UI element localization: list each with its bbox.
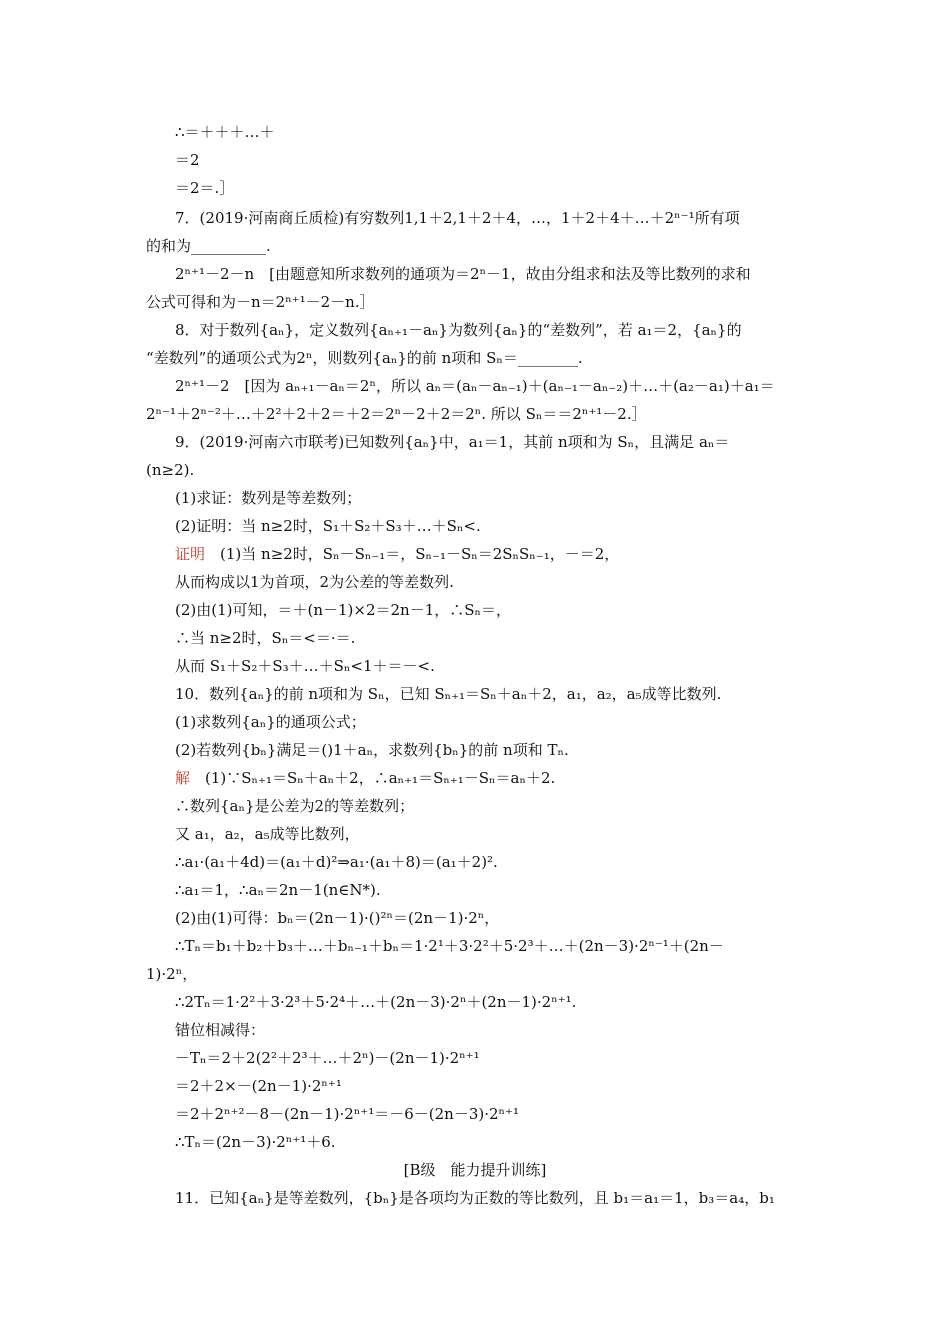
text-line — [175, 628, 355, 648]
line-text: ＝2＋2×－(2n－1)·2ⁿ⁺¹ — [175, 1077, 342, 1095]
text-line — [175, 432, 729, 452]
text-line — [175, 852, 498, 872]
line-text: 7．(2019·河南商丘质检)有穷数列1,1＋2,1＋2＋4，…，1＋2＋4＋…＋2ⁿ⁻¹所有项 — [175, 209, 740, 227]
text-line — [175, 992, 576, 1012]
line-text: 10．数列{aₙ}的前 n项和为 Sₙ，已知 Sₙ₊₁＝Sₙ＋aₙ＋2，a₁，a₂，a₅成等比数列. — [175, 685, 722, 703]
solution-label: 证明 — [175, 545, 206, 563]
line-text: ∴＝＋＋＋…＋ — [175, 123, 275, 141]
line-text: (2)证明：当 n≥2时，S₁＋S₂＋S₃＋…＋Sₙ<. — [175, 517, 481, 535]
line-text: ∴a₁·(a₁＋4d)＝(a₁＋d)²⇒a₁·(a₁＋8)＝(a₁＋2)². — [175, 853, 498, 871]
line-text: －Tₙ＝2＋2(2²＋2³＋…＋2ⁿ)－(2n－1)·2ⁿ⁺¹ — [175, 1049, 480, 1067]
line-text: 2ⁿ⁺¹－2－n [由题意知所求数列的通项为＝2ⁿ－1，故由分组求和法及等比数列的求和 — [175, 265, 751, 283]
text-line — [175, 740, 569, 760]
line-text: ∴a₁＝1，∴aₙ＝2n－1(n∈N*). — [175, 881, 381, 899]
text-line — [175, 1076, 342, 1096]
text-line — [146, 460, 194, 480]
line-text: (1)求数列{aₙ}的通项公式； — [175, 713, 366, 731]
text-line — [175, 320, 742, 340]
line-text: [B级 能力提升训练] — [403, 1161, 547, 1179]
solution-label: 解 — [175, 769, 191, 787]
line-text: ∴Tₙ＝b₁＋b₂＋b₃＋…＋bₙ₋₁＋bₙ＝1·2¹＋3·2²＋5·2³＋…＋(2n－3)·2ⁿ⁻¹＋(2n－ — [175, 937, 724, 955]
text-line — [175, 544, 619, 564]
text-line — [175, 516, 481, 536]
text-line — [175, 208, 740, 228]
line-text: 1)·2ⁿ， — [146, 965, 198, 983]
line-text: 8．对于数列{aₙ}，定义数列{aₙ₊₁－aₙ}为数列{aₙ}的“差数列”，若 a₁＝2，{aₙ}的 — [175, 321, 742, 339]
line-text: (2)由(1)可知，＝＋(n－1)×2＝2n－1，∴Sₙ＝， — [175, 601, 512, 619]
text-line — [175, 264, 751, 284]
text-line — [175, 684, 721, 704]
line-text: 错位相减得： — [175, 1021, 266, 1039]
line-text: ＝2＝.］ — [175, 179, 235, 197]
line-text: (2)由(1)可得：bₙ＝(2n－1)·()²ⁿ＝(2n－1)·2ⁿ， — [175, 909, 500, 927]
text-line — [175, 178, 234, 198]
line-text: 公式可得和为－n＝2ⁿ⁺¹－2－n.］ — [146, 293, 375, 311]
line-text: ∴数列{aₙ}是公差为2的等差数列； — [175, 797, 415, 815]
line-text: 的和为__________. — [146, 237, 271, 255]
line-text: (n≥2). — [146, 461, 195, 479]
text-line — [175, 488, 361, 508]
line-text: ∴当 n≥2时，Sₙ＝<＝·＝. — [175, 629, 356, 647]
text-line — [175, 1020, 265, 1040]
text-line — [175, 376, 775, 396]
text-line — [175, 936, 724, 956]
line-text: ∴2Tₙ＝1·2²＋3·2³＋5·2⁴＋…＋(2n－3)·2ⁿ＋(2n－1)·2ⁿ⁺¹. — [175, 993, 577, 1011]
line-text: “差数列”的通项公式为2ⁿ，则数列{aₙ}的前 n项和 Sₙ＝________. — [146, 349, 583, 367]
text-line — [146, 236, 271, 256]
line-text: (1)∵Sₙ₊₁＝Sₙ＋aₙ＋2，∴aₙ₊₁＝Sₙ₊₁－Sₙ＝aₙ＋2. — [190, 769, 556, 787]
section-heading — [0, 1160, 950, 1180]
line-text: 2ⁿ⁺¹－2 [因为 aₙ₊₁－aₙ＝2ⁿ，所以 aₙ＝(aₙ－aₙ₋₁)＋(aₙ₋₁－aₙ₋₂)＋…＋(a₂－a₁)＋a₁＝ — [175, 377, 775, 395]
line-text: ∴Tₙ＝(2n－3)·2ⁿ⁺¹＋6. — [175, 1133, 336, 1151]
text-line — [175, 712, 366, 732]
line-text: 2ⁿ⁻¹＋2ⁿ⁻²＋…＋2²＋2＋2＝＋2＝2ⁿ－2＋2＝2ⁿ. 所以 Sₙ＝＝2ⁿ⁺¹－2.］ — [146, 405, 647, 423]
line-text: (1)求证：数列是等差数列； — [175, 489, 362, 507]
line-text: 9．(2019·河南六市联考)已知数列{aₙ}中，a₁＝1，其前 n项和为 Sₙ，且满足 aₙ＝ — [175, 433, 730, 451]
text-line — [175, 656, 435, 676]
text-line — [175, 880, 381, 900]
text-line — [175, 1132, 336, 1152]
text-line — [175, 824, 360, 844]
text-line — [175, 150, 200, 170]
text-line — [175, 1104, 519, 1124]
line-text: 又 a₁，a₂，a₅成等比数列， — [175, 825, 360, 843]
line-text: 从而构成以1为首项，2为公差的等差数列. — [175, 573, 454, 591]
line-text: 从而 S₁＋S₂＋S₃＋…＋Sₙ<1＋＝－<. — [175, 657, 435, 675]
line-text: 11．已知{aₙ}是等差数列，{bₙ}是各项均为正数的等比数列，且 b₁＝a₁＝1，b₃＝a₄，b₁ — [175, 1189, 775, 1207]
text-line — [175, 600, 511, 620]
line-text: ＝2＋2ⁿ⁺²－8－(2n－1)·2ⁿ⁺¹＝－6－(2n－3)·2ⁿ⁺¹ — [175, 1105, 519, 1123]
text-line — [175, 1048, 480, 1068]
text-line — [146, 404, 647, 424]
text-line — [175, 1188, 775, 1208]
line-text: (2)若数列{bₙ}满足＝()1＋aₙ，求数列{bₙ}的前 n项和 Tₙ. — [175, 741, 569, 759]
text-line — [175, 908, 499, 928]
text-line — [175, 796, 414, 816]
line-text: (1)当 n≥2时，Sₙ－Sₙ₋₁＝，Sₙ₋₁－Sₙ＝2SₙSₙ₋₁，－＝2， — [205, 545, 620, 563]
text-line — [175, 572, 454, 592]
text-line — [175, 122, 275, 142]
text-line — [146, 348, 583, 368]
line-text: ＝2 — [175, 151, 200, 169]
text-line — [146, 292, 375, 312]
text-line — [146, 964, 197, 984]
text-line — [175, 768, 555, 788]
